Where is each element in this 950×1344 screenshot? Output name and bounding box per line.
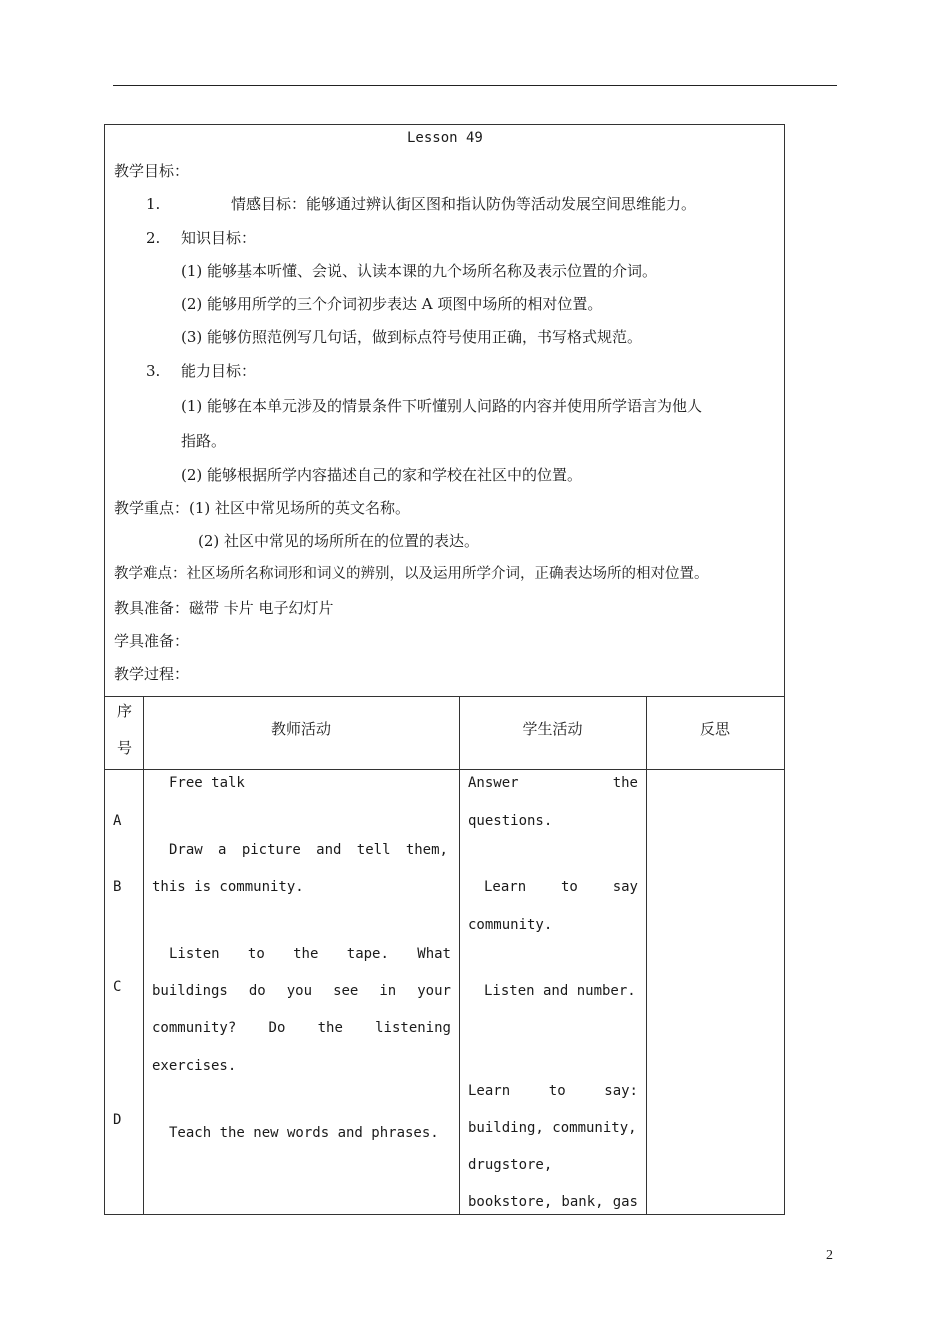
col-divider-2 bbox=[459, 697, 460, 1214]
seq-c: C bbox=[113, 979, 122, 995]
objective-3-num: 3. bbox=[146, 362, 161, 380]
seq-d: D bbox=[113, 1112, 122, 1128]
teacher-teach-line: Teach the new words and phrases. bbox=[169, 1125, 439, 1141]
objective-1-text: 情感目标：能够通过辨认街区图和指认防伪等活动发展空间思维能力。 bbox=[231, 195, 697, 213]
objective-3-sub-1-cont: 指路。 bbox=[181, 432, 227, 450]
difficulty-line: 教学难点：社区场所名称词形和词义的辨别，以及运用所学介词，正确表达场所的相对位置。 bbox=[114, 566, 709, 582]
student-answer-line-1: Answer the bbox=[468, 775, 638, 791]
student-answer-line-2: questions. bbox=[468, 813, 553, 829]
student-learn-say-line-3: drugstore, bbox=[468, 1157, 553, 1173]
objective-2-sub-2: (2) 能够用所学的三个介词初步表达 A 项图中场所的相对位置。 bbox=[181, 295, 603, 313]
seq-b: B bbox=[113, 879, 122, 895]
teacher-materials: 教具准备：磁带 卡片 电子幻灯片 bbox=[114, 599, 334, 617]
process-table bbox=[104, 696, 785, 1215]
objective-3-sub-2: (2) 能够根据所学内容描述自己的家和学校在社区中的位置。 bbox=[181, 466, 583, 484]
teacher-listen-line-2: buildings do you see in your bbox=[152, 983, 451, 999]
key-points-line-2: (2) 社区中常见的场所所在的位置的表达。 bbox=[198, 532, 480, 550]
process-heading: 教学过程： bbox=[114, 665, 190, 683]
student-learn-say-line-1: Learn to say: bbox=[468, 1083, 638, 1099]
col-divider-3 bbox=[646, 697, 647, 1214]
objective-3-text: 能力目标： bbox=[181, 362, 257, 380]
header-seq-1: 序 bbox=[117, 702, 133, 720]
teacher-listen-line-3: community? Do the listening bbox=[152, 1020, 451, 1036]
header-teacher: 教师活动 bbox=[270, 720, 331, 738]
student-learn-line-2: community. bbox=[468, 917, 553, 933]
teacher-draw-line-1: Draw a picture and tell them, bbox=[169, 842, 448, 858]
lesson-title: Lesson 49 bbox=[407, 130, 483, 146]
objectives-heading: 教学目标： bbox=[114, 162, 190, 180]
student-learn-line-1: Learn to say bbox=[484, 879, 638, 895]
objective-3-sub-1: (1) 能够在本单元涉及的情景条件下听懂别人问路的内容并使用所学语言为他人 bbox=[181, 397, 703, 415]
student-learn-say-line-2: building, community, bbox=[468, 1120, 637, 1136]
objective-2-num: 2. bbox=[146, 229, 161, 247]
header-student: 学生活动 bbox=[522, 720, 583, 738]
seq-a: A bbox=[113, 813, 122, 829]
key-points-line-1: 教学重点：(1) 社区中常见场所的英文名称。 bbox=[114, 499, 411, 517]
student-materials: 学具准备： bbox=[114, 632, 190, 650]
objective-2-sub-1: (1) 能够基本听懂、会说、认读本课的九个场所名称及表示位置的介词。 bbox=[181, 262, 658, 280]
objective-2-text: 知识目标： bbox=[181, 229, 257, 247]
header-reflection: 反思 bbox=[699, 720, 730, 738]
student-learn-say-line-4: bookstore, bank, gas bbox=[468, 1194, 638, 1210]
header-row-divider bbox=[105, 769, 784, 770]
header-rule bbox=[113, 85, 837, 86]
col-divider-1 bbox=[143, 697, 144, 1214]
teacher-listen-line-4: exercises. bbox=[152, 1058, 237, 1074]
student-listen-number: Listen and number. bbox=[484, 983, 636, 999]
page-number: 2 bbox=[826, 1248, 833, 1263]
teacher-listen-line-1: Listen to the tape. What bbox=[169, 946, 451, 962]
objective-1-num: 1. bbox=[146, 195, 161, 213]
objective-2-sub-3: (3) 能够仿照范例写几句话，做到标点符号使用正确，书写格式规范。 bbox=[181, 328, 643, 346]
teacher-draw-line-2: this is community. bbox=[152, 879, 304, 895]
teacher-free-talk: Free talk bbox=[169, 775, 245, 791]
header-seq-2: 号 bbox=[117, 739, 133, 757]
